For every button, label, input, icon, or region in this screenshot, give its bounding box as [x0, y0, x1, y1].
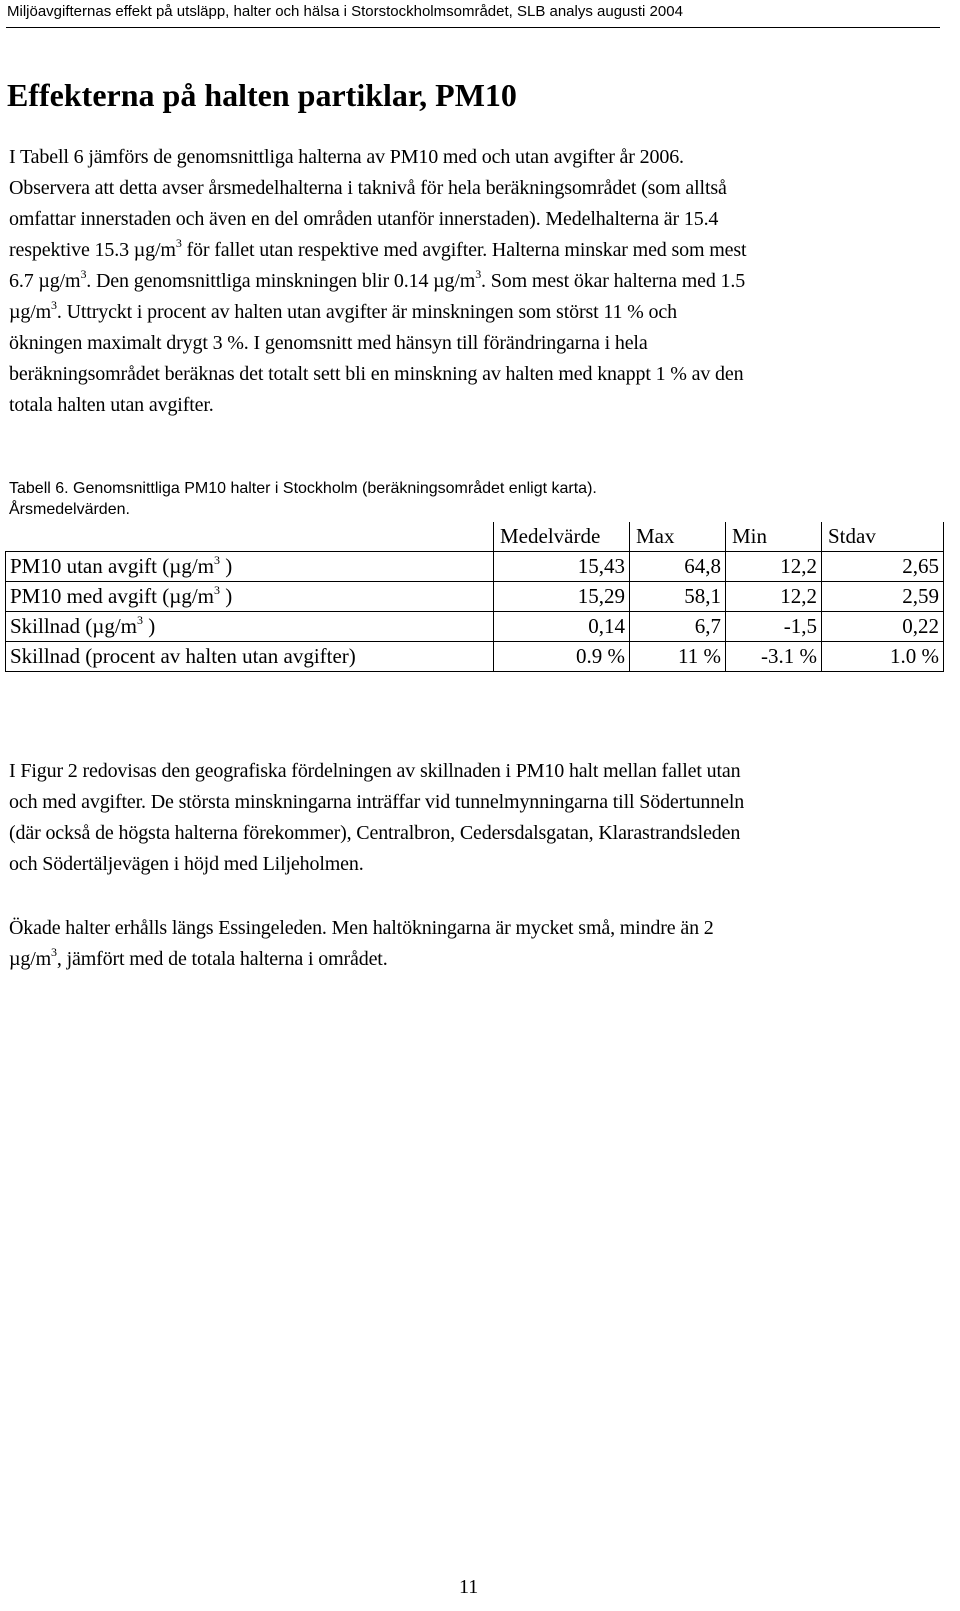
pm10-table [5, 522, 944, 672]
text-line: Observera att detta avser årsmedelhalterna i taknivå för hela beräkningsområdet (som alltså [9, 177, 727, 199]
column-header: Min [726, 522, 822, 552]
table-row [6, 582, 944, 612]
row-label: PM10 utan avgift ($\mu g/m^3$ ) [6, 552, 494, 582]
table-cell: 15,43 [494, 552, 630, 582]
text-line: I Figur 2 redovisas den geografiska fördelningen av skillnaden i PM10 halt mellan fallet utan [9, 760, 741, 782]
text-line: totala halten utan avgifter. [9, 394, 214, 416]
table-row [6, 642, 944, 672]
table-header-row [6, 522, 944, 552]
section-heading: Effekterna på halten partiklar, PM10 [7, 77, 517, 113]
table-cell: 2,59 [822, 582, 944, 612]
row-label: PM10 med avgift ($\mu g/m^3$ ) [6, 582, 494, 612]
text-line: omfattar innerstaden och även en del områden utanför innerstaden). Medelhalterna är 15.4 [9, 208, 719, 230]
table-cell: 0,14 [494, 612, 630, 642]
table-cell: 11 % [630, 642, 726, 672]
text-line: beräkningsområdet beräknas det totalt sett bli en minskning av halten med knappt 1 % av den [9, 363, 744, 385]
table-cell: -3.1 % [726, 642, 822, 672]
text-line: och Södertäljevägen i höjd med Liljeholmen. [9, 853, 364, 875]
running-header: Miljöavgifternas effekt på utsläpp, halter och hälsa i Storstockholmsområdet, SLB analys augusti 2004 [7, 3, 683, 20]
caption-line: Tabell 6. Genomsnittliga PM10 halter i Stockholm (beräkningsområdet enligt karta). [9, 480, 597, 497]
table-cell: 12,2 [726, 582, 822, 612]
paragraph-intro [9, 142, 954, 421]
text-line: $\mu g/m^3$, jämfört med de totala halterna i området. [9, 945, 388, 970]
table-row [6, 612, 944, 642]
table-cell: 0.9 % [494, 642, 630, 672]
column-header: Stdav [822, 522, 944, 552]
row-label: Skillnad (procent av halten utan avgifter) [6, 642, 494, 672]
caption-line: Årsmedelvärden. [9, 501, 130, 518]
table-cell: 15,29 [494, 582, 630, 612]
text-line: ökningen maximalt drygt 3 %. I genomsnitt med hänsyn till förändringarna i hela [9, 332, 648, 354]
table-cell: 1.0 % [822, 642, 944, 672]
column-header: Max [630, 522, 726, 552]
paragraph-essingeleden [9, 913, 954, 975]
table-cell: 64,8 [630, 552, 726, 582]
text-line: respektive 15.3 $\mu g/m^3$ för fallet utan respektive med avgifter. Halterna minskar med som mest [9, 236, 747, 261]
header-blank-cell [6, 522, 494, 552]
paragraph-figure [9, 756, 954, 880]
text-line: $\mu g/m^3$. Uttryckt i procent av halten utan avgifter är minskningen som störst 11 % och [9, 298, 677, 323]
text-line: Ökade halter erhålls längs Essingeleden. Men haltökningarna är mycket små, mindre än 2 [9, 917, 714, 939]
table-row [6, 552, 944, 582]
table-cell: -1,5 [726, 612, 822, 642]
text-line: I Tabell 6 jämförs de genomsnittliga halterna av PM10 med och utan avgifter år 2006. [9, 146, 684, 168]
text-line: 6.7 $\mu g/m^3$. Den genomsnittliga minskningen blir 0.14 $\mu g/m^3$. Som mest ökar halterna med 1.5 [9, 267, 746, 292]
text-line: (där också de högsta halterna förekommer), Centralbron, Cedersdalsgatan, Klarastrandsleden [9, 822, 741, 844]
header-divider [6, 27, 940, 28]
page-number: 11 [459, 1576, 479, 1598]
column-header: Medelvärde [494, 522, 630, 552]
table-cell: 0,22 [822, 612, 944, 642]
row-label: Skillnad ($\mu g/m^3$ ) [6, 612, 494, 642]
table-cell: 12,2 [726, 552, 822, 582]
table-caption [9, 478, 909, 520]
table-cell: 58,1 [630, 582, 726, 612]
table-cell: 6,7 [630, 612, 726, 642]
text-line: och med avgifter. De största minskningarna inträffar vid tunnelmynningarna till Södertunneln [9, 791, 745, 813]
table-cell: 2,65 [822, 552, 944, 582]
